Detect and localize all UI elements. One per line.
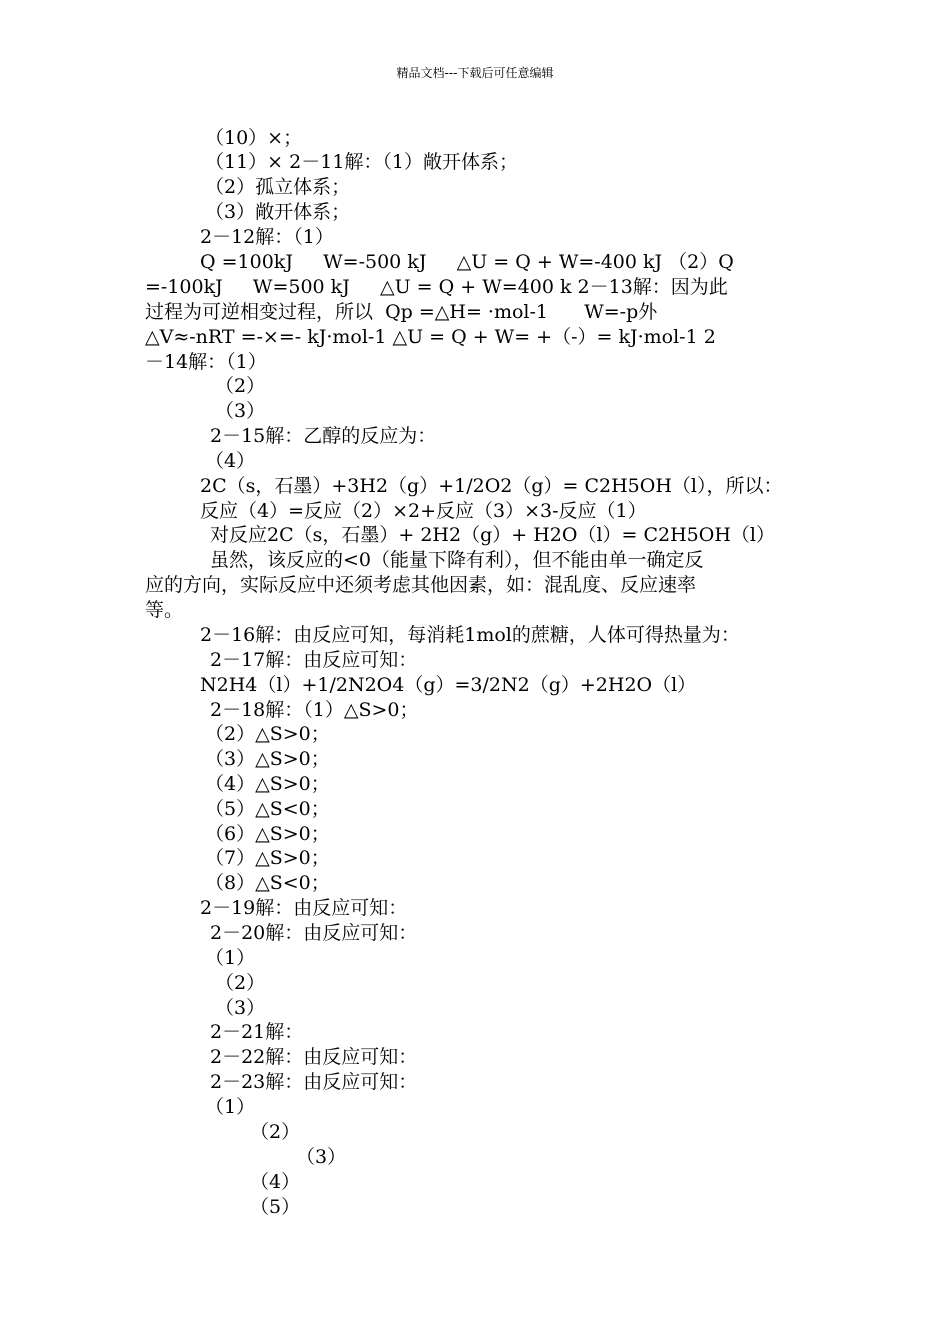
text-line: 应的方向，实际反应中还须考虑其他因素，如：混乱度、反应速率	[145, 574, 697, 596]
text-line: △V≈-nRT =-×=- kJ·mol-1 △U = Q + W= +（-）= kJ·mol-1 2	[145, 326, 716, 348]
text-line: （2）	[215, 972, 266, 994]
text-line: （1）	[205, 947, 256, 969]
text-line: （2）	[215, 375, 266, 397]
text-line: 2－21解：	[210, 1021, 304, 1043]
text-line: （6）△S>0；	[205, 823, 330, 845]
text-line: N2H4（l）+1/2N2O4（g）=3/2N2（g）+2H2O（l）	[200, 674, 697, 696]
text-line: （3）敞开体系；	[205, 201, 351, 223]
text-line: =-100kJ W=500 kJ △U = Q + W=400 k 2－13解：因为此	[145, 276, 728, 298]
text-line: －14解：（1）	[145, 351, 267, 373]
text-line: （4）	[250, 1171, 301, 1193]
text-line: 等。	[145, 599, 184, 621]
text-line: 对反应2C（s，石墨）+ 2H2（g）+ H2O（l）= C2H5OH（l）	[210, 524, 775, 546]
text-line: 2－20解：由反应可知：	[210, 922, 418, 944]
text-line: （4）	[205, 450, 256, 472]
text-line: 2－19解：由反应可知：	[200, 897, 408, 919]
text-line: 反应（4）=反应（2）×2+反应（3）×3-反应（1）	[200, 500, 647, 522]
text-line: （3）	[215, 400, 266, 422]
text-line: 2－16解：由反应可知，每消耗1mol的蔗糖，人体可得热量为：	[200, 624, 740, 646]
text-line: （4）△S>0；	[205, 773, 330, 795]
text-line: （1）	[205, 1096, 256, 1118]
text-line: 2－22解：由反应可知：	[210, 1046, 418, 1068]
text-line: 2－18解：（1）△S>0；	[210, 699, 419, 721]
text-line: 虽然，该反应的<0（能量下降有利），但不能由单一确定反	[210, 549, 704, 571]
text-line: 2C（s，石墨）+3H2（g）+1/2O2（g）= C2H5OH（l），所以：	[200, 475, 783, 497]
text-line: Q =100kJ W=-500 kJ △U = Q + W=-400 kJ （2）Q	[200, 251, 734, 273]
text-line: （11）× 2－11解：（1）敞开体系；	[205, 151, 518, 173]
text-line: （3）	[215, 997, 266, 1019]
text-line: （5）	[250, 1196, 301, 1218]
text-line: （2）孤立体系；	[205, 176, 351, 198]
text-line: 2－12解：（1）	[200, 226, 334, 248]
text-line: （10）×；	[205, 127, 303, 149]
text-line: （3）△S>0；	[205, 748, 330, 770]
text-line: （3）	[296, 1146, 347, 1168]
text-line: 2－17解：由反应可知：	[210, 649, 418, 671]
text-line: （7）△S>0；	[205, 847, 330, 869]
text-line: 过程为可逆相变过程，所以 Qp =△H= ·mol-1 W=-p外	[145, 301, 658, 323]
text-line: （5）△S<0；	[205, 798, 330, 820]
text-line: 2－15解：乙醇的反应为：	[210, 425, 437, 447]
page-header: 精品文档---下载后可任意编辑	[396, 66, 554, 80]
text-line: （2）	[250, 1121, 301, 1143]
text-line: 2－23解：由反应可知：	[210, 1071, 418, 1093]
text-line: （2）△S>0；	[205, 723, 330, 745]
text-line: （8）△S<0；	[205, 872, 330, 894]
